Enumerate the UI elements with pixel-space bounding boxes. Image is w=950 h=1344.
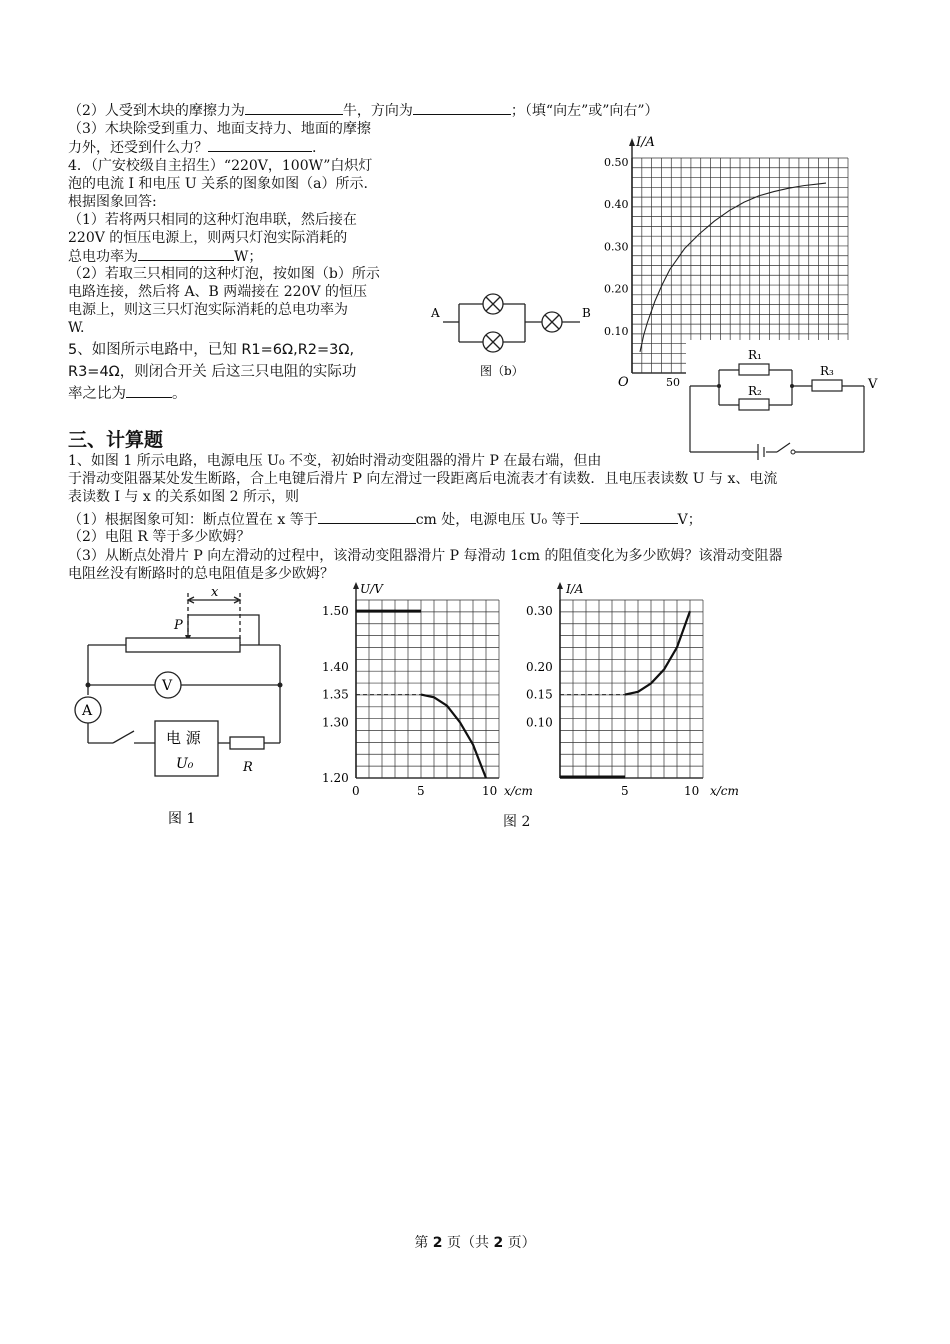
calc1-line6: （3）从断点处滑片 P 向左滑动的过程中，该滑动变阻器滑片 P 每滑动 1cm 的阻值变化为多少欧姆？该滑动变阻器: [68, 548, 783, 564]
r-label: R: [243, 760, 253, 775]
x-tick-label: 10: [684, 784, 700, 798]
v-label: V: [868, 377, 878, 392]
x-axis-label: x/cm: [504, 784, 533, 798]
lamp-icon: [483, 294, 503, 314]
q3-part3-text-b: .: [312, 140, 317, 156]
answer-blank[interactable]: [208, 138, 312, 152]
q4-line3: 根据图象回答:: [68, 194, 157, 210]
y-tick-label: 1.20: [322, 771, 349, 785]
page-number: 2: [432, 1235, 443, 1251]
figure-b-svg: [425, 290, 600, 380]
y-tick-label: 1.40: [322, 659, 349, 674]
calc1-line5: （2）电阻 R 等于多少欧姆？: [68, 529, 251, 545]
y-tick-label: 1.35: [322, 687, 349, 702]
section-title: 三、计算题: [68, 429, 164, 451]
resistor-r1: [739, 364, 769, 375]
x-tick-label: 5: [417, 784, 425, 798]
figure-b-caption: 图（b）: [480, 364, 524, 378]
q4-line6-text-a: 总电功率为: [68, 249, 138, 265]
x-tick-label: 10: [482, 784, 498, 798]
q4-line7: （2）若取三只相同的这种灯泡，按如图（b）所示: [68, 266, 380, 282]
q4-line8: 电路连接，然后将 A、B 两端接在 220V 的恒压: [68, 284, 368, 300]
y-tick-label: 0.10: [526, 715, 553, 730]
p-label: P: [174, 618, 183, 633]
ammeter-label: A: [82, 703, 93, 719]
calc1-line4-text-c: V；: [677, 512, 702, 528]
i-x-graph-svg: [518, 580, 748, 805]
r1-label: R₁: [748, 348, 762, 362]
y-tick-label: 0.30: [526, 604, 553, 619]
q3-part2-text-c: ；（填“向左”或”向右”）: [510, 103, 659, 119]
answer-blank[interactable]: [318, 510, 416, 524]
lamp-icon: [542, 312, 562, 332]
y-tick-label: 0.30: [604, 240, 629, 254]
y-axis-arrow: [353, 582, 359, 589]
figure-1-svg: [68, 583, 298, 833]
origin-label: O: [618, 375, 629, 390]
calc1-line3: 表读数 I 与 x 的关系如图 2 所示，则: [68, 489, 300, 505]
answer-blank[interactable]: [245, 101, 343, 115]
q4-line4: （1）若将两只相同的这种灯泡串联，然后接在: [68, 212, 357, 228]
q4-line2: 泡的电流 I 和电压 U 关系的图象如图（a）所示.: [68, 176, 368, 192]
q3-part2-text-b: 牛，方向为: [342, 103, 413, 119]
x-tick-label: 5: [621, 784, 629, 798]
q5-line3-text-a: 率之比为: [68, 386, 126, 402]
q3-part2-text-a: （2）人受到木块的摩擦力为: [68, 103, 245, 119]
resistor-r2: [739, 399, 769, 410]
u-x-graph-svg: [318, 580, 548, 805]
y-tick-label: 0.20: [604, 282, 629, 296]
lamp-icon: [483, 332, 503, 352]
figure-2-caption: 图 2: [503, 814, 531, 830]
y-axis-arrow: [557, 582, 563, 589]
q3-part3-text-a: 力外，还受到什么力？: [68, 140, 208, 156]
q4-line1: 4．（广安校级自主招生）“220V，100W”白炽灯: [68, 158, 373, 174]
q4-line6: [68, 247, 262, 266]
ammeter-icon: [75, 697, 101, 723]
q4-line9: 电源上，则这三只灯泡实际消耗的总电功率为: [68, 302, 348, 318]
iu-curve: [640, 183, 826, 352]
x-label: x: [211, 585, 219, 600]
voltmeter-icon: [155, 672, 181, 698]
x-axis-label: x/cm: [710, 784, 739, 798]
answer-blank[interactable]: [580, 510, 678, 524]
terminal-b-label: B: [582, 306, 591, 320]
q5-resistor-circuit: [686, 340, 886, 465]
voltmeter-label: V: [162, 678, 173, 694]
y-axis-label: I/A: [636, 135, 655, 150]
figure-b-lamp-circuit: [425, 290, 600, 380]
figure-1-circuit: [68, 583, 298, 833]
rheostat: [126, 638, 240, 652]
page-footer: 第 2 页（共 2 页）: [414, 1235, 536, 1251]
figure-2-ia-graph: [518, 580, 748, 805]
answer-blank[interactable]: [138, 247, 234, 261]
q4-line5: 220V 的恒压电源上，则两只灯泡实际消耗的: [68, 230, 348, 246]
calc1-line2: 于滑动变阻器某处发生断路，合上电键后滑片 P 向左滑过一段距离后电流表才有读数．且电压表读数 U 与 x、电流: [68, 471, 778, 487]
x-tick-label: 0: [352, 784, 360, 798]
y-tick-label: 0.20: [526, 659, 553, 674]
q3-part3-line2: [68, 138, 316, 157]
y-tick-label: 1.30: [322, 715, 349, 730]
figure-2-uv-graph: [318, 580, 548, 805]
y-axis-arrow: [629, 138, 635, 146]
x-tick-label: 50: [666, 376, 680, 389]
calc1-line1: 1、如图 1 所示电路，电源电压 U₀ 不变，初始时滑动变阻器的滑片 P 在最右端，但由: [68, 453, 602, 469]
calc1-line4: [68, 510, 702, 529]
y-axis-label: U/V: [360, 582, 383, 596]
y-tick-label: 0.10: [604, 324, 629, 338]
q4-line10: W.: [68, 320, 85, 336]
terminal-a-label: A: [431, 306, 440, 320]
u0-label: U₀: [176, 756, 194, 772]
r2-label: R₂: [748, 384, 762, 398]
page-total: 2: [493, 1235, 504, 1251]
answer-blank[interactable]: [126, 384, 172, 398]
calc1-line4-text-a: （1）根据图象可知：断点位置在 x 等于: [68, 512, 318, 528]
y-tick-label: 1.50: [322, 604, 349, 619]
q3-part2: [68, 101, 659, 120]
answer-blank[interactable]: [413, 101, 511, 115]
q4-line6-text-b: W；: [234, 249, 263, 265]
calc1-line7: 电阻丝没有断路时的总电阻值是多少欧姆？: [68, 566, 334, 582]
y-tick-label: 0.15: [526, 687, 553, 702]
figure-1-caption: 图 1: [168, 811, 196, 827]
y-tick-label: 0.40: [604, 198, 629, 212]
y-tick-label: 0.50: [604, 156, 629, 169]
resistor-r3: [812, 380, 842, 391]
q3-part3-line1: （3）木块除受到重力、地面支持力、地面的摩擦: [68, 121, 371, 137]
q5-line2: R3=4Ω，则闭合开关 后这三只电阻的实际功: [68, 364, 357, 380]
r3-label: R₃: [820, 364, 834, 378]
q5-line3: [68, 384, 187, 404]
q5-circuit-svg: [686, 340, 886, 465]
q5-line1: 5、如图所示电路中，已知 R1=6Ω,R2=3Ω,: [68, 342, 355, 358]
q5-line3-text-b: 。: [172, 386, 187, 402]
y-axis-label: I/A: [566, 582, 584, 596]
resistor-r: [230, 737, 264, 749]
calc1-line4-text-b: cm 处，电源电压 U₀ 等于: [415, 512, 580, 528]
power-source-label: 电 源: [166, 729, 201, 747]
